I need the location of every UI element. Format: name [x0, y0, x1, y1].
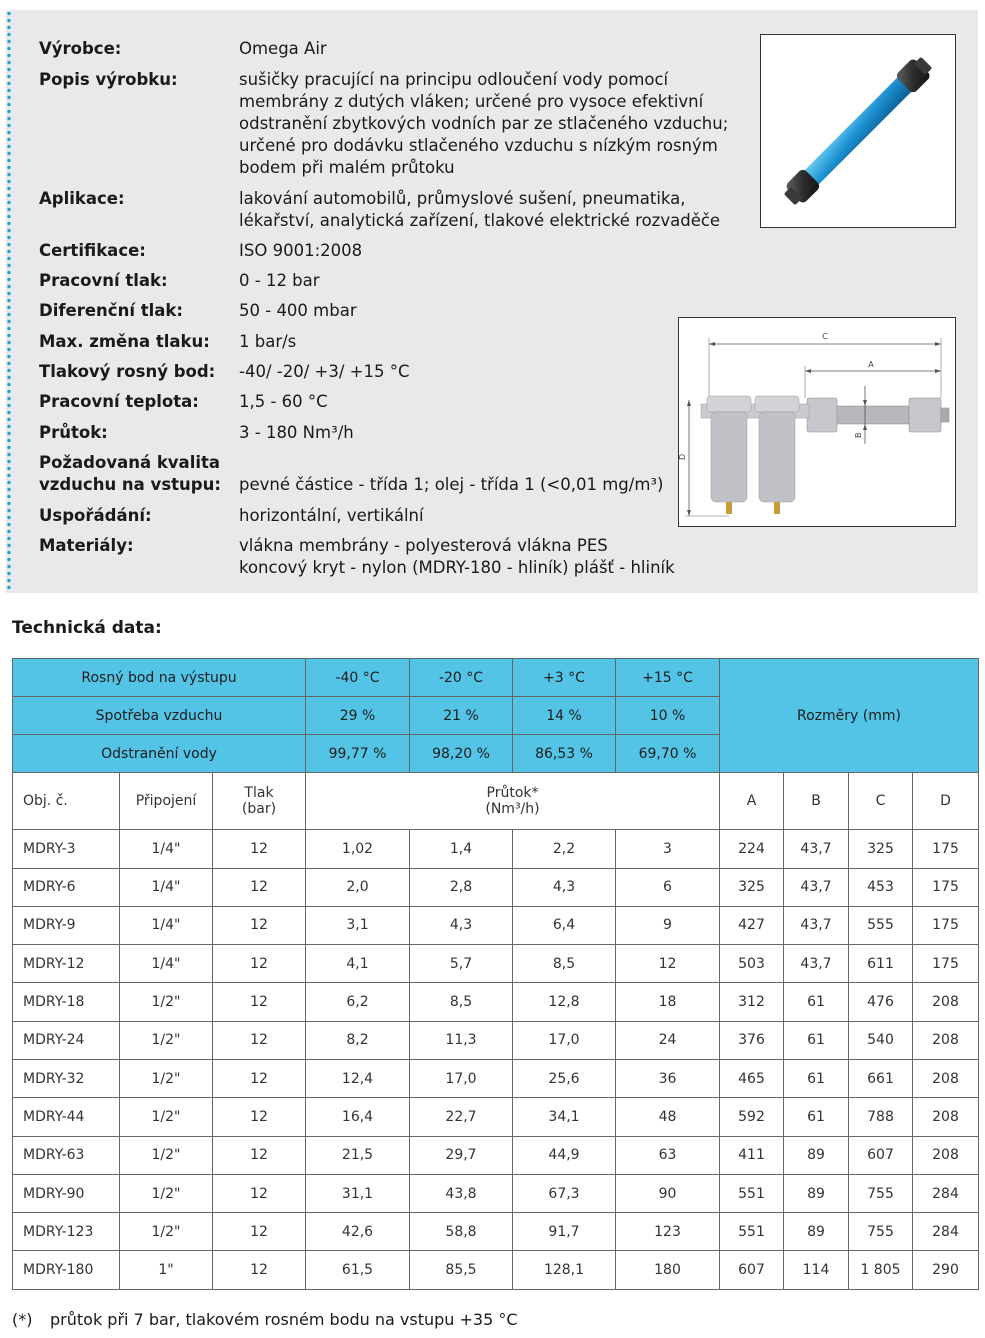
- membrane-dryer-image: [761, 35, 955, 227]
- table-cell: 540: [849, 1021, 913, 1059]
- table-cell: 6,4: [513, 906, 616, 944]
- table-cell: 290: [913, 1251, 979, 1290]
- header-row-value: +3 °C: [513, 659, 616, 697]
- table-cell: 61: [784, 1060, 849, 1098]
- footnote-mark: (*): [12, 1310, 33, 1329]
- spec-value-line: odstranění zbytkových vodních par ze stlačeného vzduchu;: [239, 114, 729, 133]
- spec-label: Tlakový rosný bod:: [39, 362, 216, 381]
- table-cell: 376: [720, 1021, 784, 1059]
- table-cell: 4,1: [306, 945, 410, 983]
- table-cell: 503: [720, 945, 784, 983]
- header-row-label: Odstranění vody: [13, 735, 306, 773]
- spec-value: [239, 535, 759, 579]
- table-row: [13, 1098, 979, 1136]
- table-cell: 1/2": [120, 1098, 213, 1136]
- table-cell: 43,7: [784, 906, 849, 944]
- table-cell: 12: [213, 1251, 306, 1290]
- table-cell: 427: [720, 906, 784, 944]
- table-cell: 1,02: [306, 830, 410, 868]
- table-cell: 24: [616, 1021, 720, 1059]
- spec-value-line: Omega Air: [239, 39, 327, 58]
- spec-label: Průtok:: [39, 423, 108, 442]
- table-cell: 175: [913, 945, 979, 983]
- table-cell: 12: [213, 1021, 306, 1059]
- header-row-value: 14 %: [513, 697, 616, 735]
- spec-value-line: membrány z dutých vláken; určené pro vysoce efektivní: [239, 92, 704, 111]
- spec-value-line: 1,5 - 60 °C: [239, 392, 328, 411]
- table-cell: 551: [720, 1174, 784, 1212]
- table-cell: 3: [616, 830, 720, 868]
- table-cell: 1/2": [120, 983, 213, 1021]
- table-cell: 611: [849, 945, 913, 983]
- table-cell: 284: [913, 1213, 979, 1251]
- table-cell: 18: [616, 983, 720, 1021]
- header-row-value: 99,77 %: [306, 735, 410, 773]
- table-row: [13, 1213, 979, 1251]
- table-cell: 551: [720, 1213, 784, 1251]
- spec-value-line: lékařství, analytická zařízení, tlakové elektrické rozvaděče: [239, 211, 721, 230]
- header-row-label: Spotřeba vzduchu: [13, 697, 306, 735]
- table-cell: MDRY-180: [13, 1251, 120, 1290]
- table-cell: MDRY-3: [13, 830, 120, 868]
- table-cell: 12: [213, 906, 306, 944]
- col-header-pressure-line: Tlak: [244, 785, 274, 802]
- header-row-value: 10 %: [616, 697, 720, 735]
- table-cell: 89: [784, 1213, 849, 1251]
- col-header-connection: Připojení: [120, 773, 213, 830]
- table-cell: 12: [213, 868, 306, 906]
- header-row-value: 69,70 %: [616, 735, 720, 773]
- table-cell: 1/2": [120, 1174, 213, 1212]
- table-row: [13, 830, 979, 868]
- table-cell: 6,2: [306, 983, 410, 1021]
- spec-value: [239, 188, 759, 232]
- col-header-flow-line: (Nm³/h): [485, 801, 540, 818]
- table-row: [13, 1060, 979, 1098]
- table-cell: 592: [720, 1098, 784, 1136]
- spec-value-line: 0 - 12 bar: [239, 271, 320, 290]
- section-title: Technická data:: [12, 618, 162, 638]
- spec-value-line: pevné částice - třída 1; olej - třída 1 (<0,01 mg/m³): [239, 475, 664, 494]
- spec-label: [39, 452, 239, 496]
- table-cell: 12,4: [306, 1060, 410, 1098]
- table-cell: 465: [720, 1060, 784, 1098]
- table-cell: 175: [913, 868, 979, 906]
- table-row: [13, 983, 979, 1021]
- table-cell: 208: [913, 1021, 979, 1059]
- table-row: [13, 906, 979, 944]
- table-cell: 9: [616, 906, 720, 944]
- product-info-panel: [6, 10, 978, 593]
- spec-value-line: horizontální, vertikální: [239, 506, 424, 525]
- spec-value-line: lakování automobilů, průmyslové sušení, pneumatika,: [239, 189, 686, 208]
- spec-value: [239, 38, 759, 60]
- table-cell: 43,7: [784, 945, 849, 983]
- table-cell: 555: [849, 906, 913, 944]
- table-cell: 85,5: [410, 1251, 513, 1290]
- table-cell: 224: [720, 830, 784, 868]
- dimensions-header: Rozměry (mm): [720, 659, 979, 773]
- table-cell: 8,2: [306, 1021, 410, 1059]
- table-cell: 175: [913, 830, 979, 868]
- header-row-value: -40 °C: [306, 659, 410, 697]
- table-cell: 1/2": [120, 1060, 213, 1098]
- table-cell: 175: [913, 906, 979, 944]
- spec-value-line: určené pro dodávku stlačeného vzduchu s nízkým rosným: [239, 136, 718, 155]
- header-row-value: 86,53 %: [513, 735, 616, 773]
- spec-value-line: 50 - 400 mbar: [239, 301, 357, 320]
- table-cell: 67,3: [513, 1174, 616, 1212]
- spec-label: Certifikace:: [39, 241, 146, 260]
- spec-value-line: 3 - 180 Nm³/h: [239, 423, 354, 442]
- table-cell: 31,1: [306, 1174, 410, 1212]
- table-cell: 5,7: [410, 945, 513, 983]
- table-cell: 61: [784, 983, 849, 1021]
- table-cell: MDRY-90: [13, 1174, 120, 1212]
- table-cell: 12: [213, 945, 306, 983]
- table-cell: 12: [213, 1213, 306, 1251]
- table-cell: 21,5: [306, 1136, 410, 1174]
- table-cell: 22,7: [410, 1098, 513, 1136]
- table-cell: 1/2": [120, 1213, 213, 1251]
- table-cell: 114: [784, 1251, 849, 1290]
- table-cell: 1/2": [120, 1021, 213, 1059]
- table-cell: 1/2": [120, 1136, 213, 1174]
- table-cell: 34,1: [513, 1098, 616, 1136]
- header-row-value: 98,20 %: [410, 735, 513, 773]
- table-cell: 1/4": [120, 906, 213, 944]
- table-cell: 1": [120, 1251, 213, 1290]
- table-cell: 1 805: [849, 1251, 913, 1290]
- table-cell: 1/4": [120, 945, 213, 983]
- col-header-flow: [306, 773, 720, 830]
- footnote: [12, 1310, 518, 1329]
- table-cell: MDRY-9: [13, 906, 120, 944]
- table-cell: 12: [213, 983, 306, 1021]
- table-cell: 58,8: [410, 1213, 513, 1251]
- col-header-pressure: [213, 773, 306, 830]
- spec-label: Uspořádání:: [39, 506, 152, 525]
- table-cell: MDRY-6: [13, 868, 120, 906]
- spec-value-line: 1 bar/s: [239, 332, 297, 351]
- table-cell: 17,0: [513, 1021, 616, 1059]
- col-header-dim: D: [913, 773, 979, 830]
- col-header-flow-line: Průtok*: [486, 785, 539, 802]
- table-cell: 2,0: [306, 868, 410, 906]
- table-cell: 90: [616, 1174, 720, 1212]
- table-cell: 3,1: [306, 906, 410, 944]
- table-cell: 61: [784, 1098, 849, 1136]
- spec-value: [239, 240, 759, 262]
- table-cell: 36: [616, 1060, 720, 1098]
- table-cell: 61: [784, 1021, 849, 1059]
- table-row: [13, 868, 979, 906]
- table-cell: 43,7: [784, 830, 849, 868]
- table-cell: 11,3: [410, 1021, 513, 1059]
- table-cell: 325: [849, 830, 913, 868]
- spec-label: Popis výrobku:: [39, 70, 178, 89]
- table-cell: 25,6: [513, 1060, 616, 1098]
- product-photo: [760, 34, 956, 228]
- table-cell: 1,4: [410, 830, 513, 868]
- dim-label-b: B: [854, 432, 863, 438]
- spec-label: Aplikace:: [39, 189, 125, 208]
- technical-data-table: [12, 658, 979, 1290]
- table-cell: 755: [849, 1174, 913, 1212]
- table-cell: 12: [616, 945, 720, 983]
- table-cell: 1/4": [120, 830, 213, 868]
- dotted-border-decoration: [6, 10, 12, 593]
- table-cell: 284: [913, 1174, 979, 1212]
- spec-value-line: ISO 9001:2008: [239, 241, 363, 260]
- table-cell: MDRY-18: [13, 983, 120, 1021]
- spec-label-line: Požadovaná kvalita: [39, 453, 221, 472]
- table-cell: 29,7: [410, 1136, 513, 1174]
- table-cell: 12: [213, 1136, 306, 1174]
- table-cell: 12: [213, 1060, 306, 1098]
- dimension-drawing: [678, 317, 956, 527]
- table-cell: MDRY-24: [13, 1021, 120, 1059]
- table-cell: 476: [849, 983, 913, 1021]
- dim-label-c: C: [822, 332, 828, 341]
- table-cell: 453: [849, 868, 913, 906]
- table-row: [13, 1021, 979, 1059]
- footnote-text: průtok při 7 bar, tlakovém rosném bodu na vstupu +35 °C: [50, 1310, 518, 1329]
- table-cell: 208: [913, 1136, 979, 1174]
- col-header-dim: A: [720, 773, 784, 830]
- header-row-value: -20 °C: [410, 659, 513, 697]
- table-row: [13, 945, 979, 983]
- table-cell: MDRY-32: [13, 1060, 120, 1098]
- dim-label-d: D: [678, 453, 687, 460]
- spec-label: Diferenční tlak:: [39, 301, 183, 320]
- col-header-dim: B: [784, 773, 849, 830]
- table-cell: 661: [849, 1060, 913, 1098]
- table-cell: 325: [720, 868, 784, 906]
- table-cell: 61,5: [306, 1251, 410, 1290]
- table-row: [13, 1174, 979, 1212]
- table-cell: 312: [720, 983, 784, 1021]
- header-row-value: +15 °C: [616, 659, 720, 697]
- table-cell: 89: [784, 1174, 849, 1212]
- spec-label: Výrobce:: [39, 39, 122, 58]
- table-cell: 43,7: [784, 868, 849, 906]
- table-cell: 1/4": [120, 868, 213, 906]
- table-cell: 12,8: [513, 983, 616, 1021]
- table-cell: 8,5: [410, 983, 513, 1021]
- table-cell: 4,3: [513, 868, 616, 906]
- table-cell: MDRY-63: [13, 1136, 120, 1174]
- col-header-pressure-line: (bar): [241, 801, 277, 818]
- table-cell: 91,7: [513, 1213, 616, 1251]
- table-cell: 63: [616, 1136, 720, 1174]
- table-cell: 128,1: [513, 1251, 616, 1290]
- table-cell: 89: [784, 1136, 849, 1174]
- dim-label-a: A: [868, 360, 874, 369]
- spec-value-line: sušičky pracující na principu odloučení vody pomocí: [239, 70, 669, 89]
- column-header-row: [13, 773, 979, 830]
- spec-value-line: vlákna membrány - polyesterová vlákna PES: [239, 536, 608, 555]
- table-cell: 607: [720, 1251, 784, 1290]
- spec-value-line: koncový kryt - nylon (MDRY-180 - hliník) plášť - hliník: [239, 558, 675, 577]
- table-cell: 12: [213, 1174, 306, 1212]
- spec-label-line: vzduchu na vstupu:: [39, 475, 221, 494]
- spec-label: Materiály:: [39, 536, 134, 555]
- spec-value: [239, 69, 759, 179]
- header-row-value: 21 %: [410, 697, 513, 735]
- table-cell: 411: [720, 1136, 784, 1174]
- table-cell: 208: [913, 1098, 979, 1136]
- table-row: [13, 1136, 979, 1174]
- table-cell: 180: [616, 1251, 720, 1290]
- spec-value-line: bodem při malém průtoku: [239, 158, 455, 177]
- table-cell: MDRY-44: [13, 1098, 120, 1136]
- table-cell: 6: [616, 868, 720, 906]
- table-cell: 12: [213, 830, 306, 868]
- table-cell: 208: [913, 1060, 979, 1098]
- table-cell: 8,5: [513, 945, 616, 983]
- table-cell: 788: [849, 1098, 913, 1136]
- table-cell: 208: [913, 983, 979, 1021]
- table-cell: 16,4: [306, 1098, 410, 1136]
- header-row-value: 29 %: [306, 697, 410, 735]
- spec-label: Pracovní tlak:: [39, 271, 168, 290]
- spec-label: Pracovní teplota:: [39, 392, 199, 411]
- header-row-label: Rosný bod na výstupu: [13, 659, 306, 697]
- table-cell: 17,0: [410, 1060, 513, 1098]
- table-cell: 2,8: [410, 868, 513, 906]
- spec-label: Max. změna tlaku:: [39, 332, 210, 351]
- spec-value: [239, 270, 759, 292]
- table-row: [13, 1251, 979, 1290]
- dimension-diagram: [679, 318, 955, 526]
- table-cell: 12: [213, 1098, 306, 1136]
- table-cell: 755: [849, 1213, 913, 1251]
- table-cell: 123: [616, 1213, 720, 1251]
- table-cell: 42,6: [306, 1213, 410, 1251]
- col-header-dim: C: [849, 773, 913, 830]
- table-cell: 48: [616, 1098, 720, 1136]
- table-cell: MDRY-123: [13, 1213, 120, 1251]
- table-cell: 607: [849, 1136, 913, 1174]
- table-cell: 43,8: [410, 1174, 513, 1212]
- table-cell: 44,9: [513, 1136, 616, 1174]
- table-cell: MDRY-12: [13, 945, 120, 983]
- col-header-obj: Obj. č.: [13, 773, 120, 830]
- table-cell: 2,2: [513, 830, 616, 868]
- header-row: [13, 659, 979, 697]
- table-cell: 4,3: [410, 906, 513, 944]
- spec-value-line: -40/ -20/ +3/ +15 °C: [239, 362, 410, 381]
